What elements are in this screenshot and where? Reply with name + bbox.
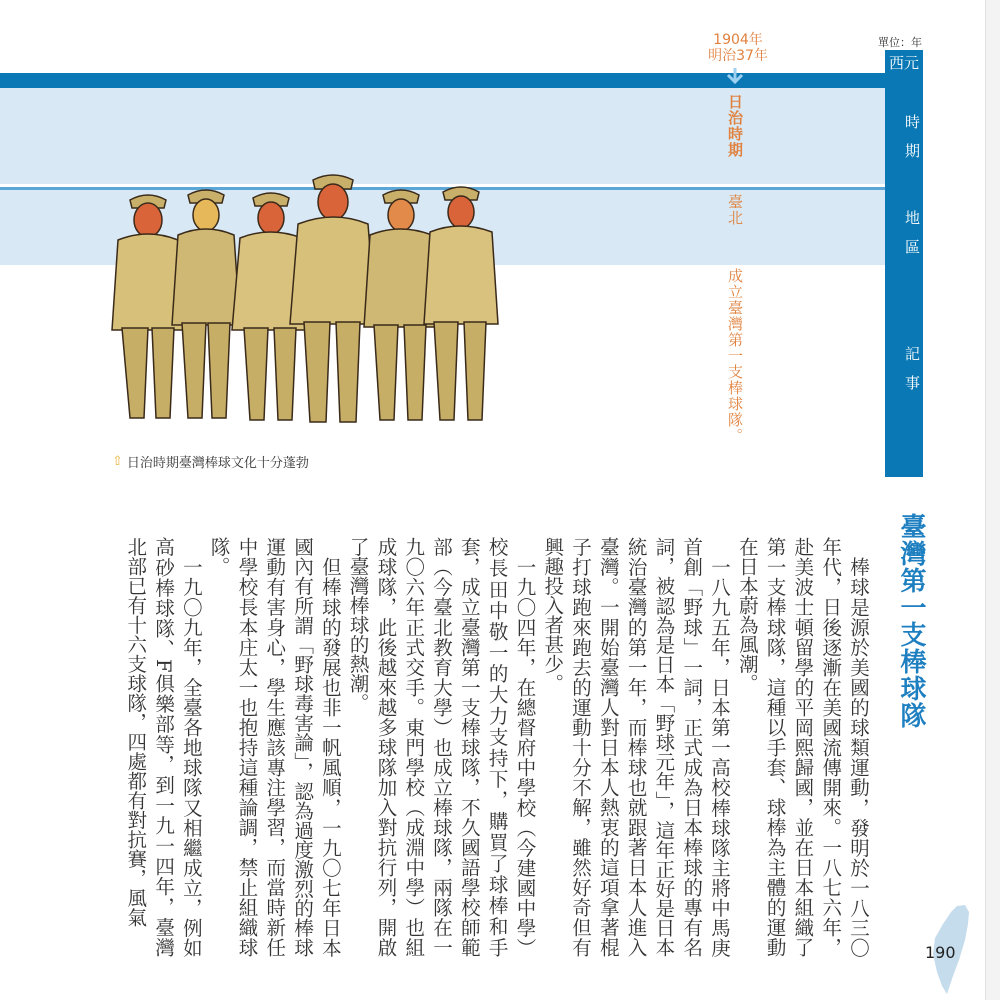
header-year: 西元 (888, 54, 919, 72)
year-ad: 1904年 (713, 32, 763, 48)
paragraph: 一九〇九年，全臺各地球隊又相繼成立，例如高砂棒球隊、F俱樂部等，到一九一四年，臺灣北部已有十六支球隊，四處都有對抗賽，風氣 (124, 537, 203, 957)
paragraph: 但棒球的發展也非一帆風順，一九〇七年日本國內有所謂「野球毒害論」，認為過度激烈的棒球運動有害身心，學生應該專注學習，而當時新任中學校長本庄太一也抱持這種論調，禁止組織球隊。 (207, 537, 342, 957)
paragraph: 一九〇四年，在總督府中學校（今建國中學）校長田中敬一的大力支持下，購買了球棒和手套，成立臺灣第一支棒球隊，不久國語學校師範部（今臺北教育大學）也成立棒球隊，兩隊在一九〇六年正式交手。東門學校（成淵中學）也組成球隊，此後越來越多球隊加入對抗行列，開啟了臺灣棒球的熱潮。 (346, 537, 537, 957)
header-region: 地區 (903, 210, 921, 268)
paragraph: 棒球是源於美國的球類運動，發明於一八三〇年代，日後逐漸在美國流傳開來。一八七六年，赴美波士頓留學的平岡熙歸國，並在日本組織了第一支棒球隊，這種以手套、球棒為主體的運動在日本蔚為風潮。 (735, 537, 870, 957)
timeline-period: 日治時期 (726, 94, 744, 158)
page-number: 190 (925, 943, 956, 962)
timeline-year (698, 32, 778, 64)
timeline-axis-bar (0, 73, 885, 88)
timeline-event: 成立臺灣第一支棒球隊。 (726, 268, 744, 444)
caption-text: 日治時期臺灣棒球文化十分蓬勃 (126, 456, 309, 471)
paragraph: 一八九五年，日本第一高校棒球隊主將中馬庚首創「野球」一詞，正式成為日本棒球的專有名詞，被認為是日本「野球元年」，這年正好是日本統治臺灣的第一年，而棒球也就跟著日本人進入臺灣。一開始臺灣人對日本人熱衷的這項拿著棍子打球跑來跑去的運動十分不解，雖然好奇但有興趣投入者甚少。 (541, 537, 732, 957)
arrow-up-icon: ⇧ (112, 454, 123, 469)
year-meiji: 明治37年 (708, 48, 768, 64)
illustration-caption (112, 452, 309, 471)
unit-label: 單位：年 (878, 36, 922, 49)
baseball-players-illustration (108, 140, 528, 440)
article-body (102, 537, 872, 957)
article-title: 臺灣第一支棒球隊 (896, 513, 926, 729)
timeline-region: 臺北 (726, 194, 744, 226)
page-edge (985, 0, 1000, 1000)
header-period: 時期 (903, 114, 921, 172)
arrow-down-icon (725, 66, 745, 86)
header-event: 記事 (903, 346, 921, 404)
